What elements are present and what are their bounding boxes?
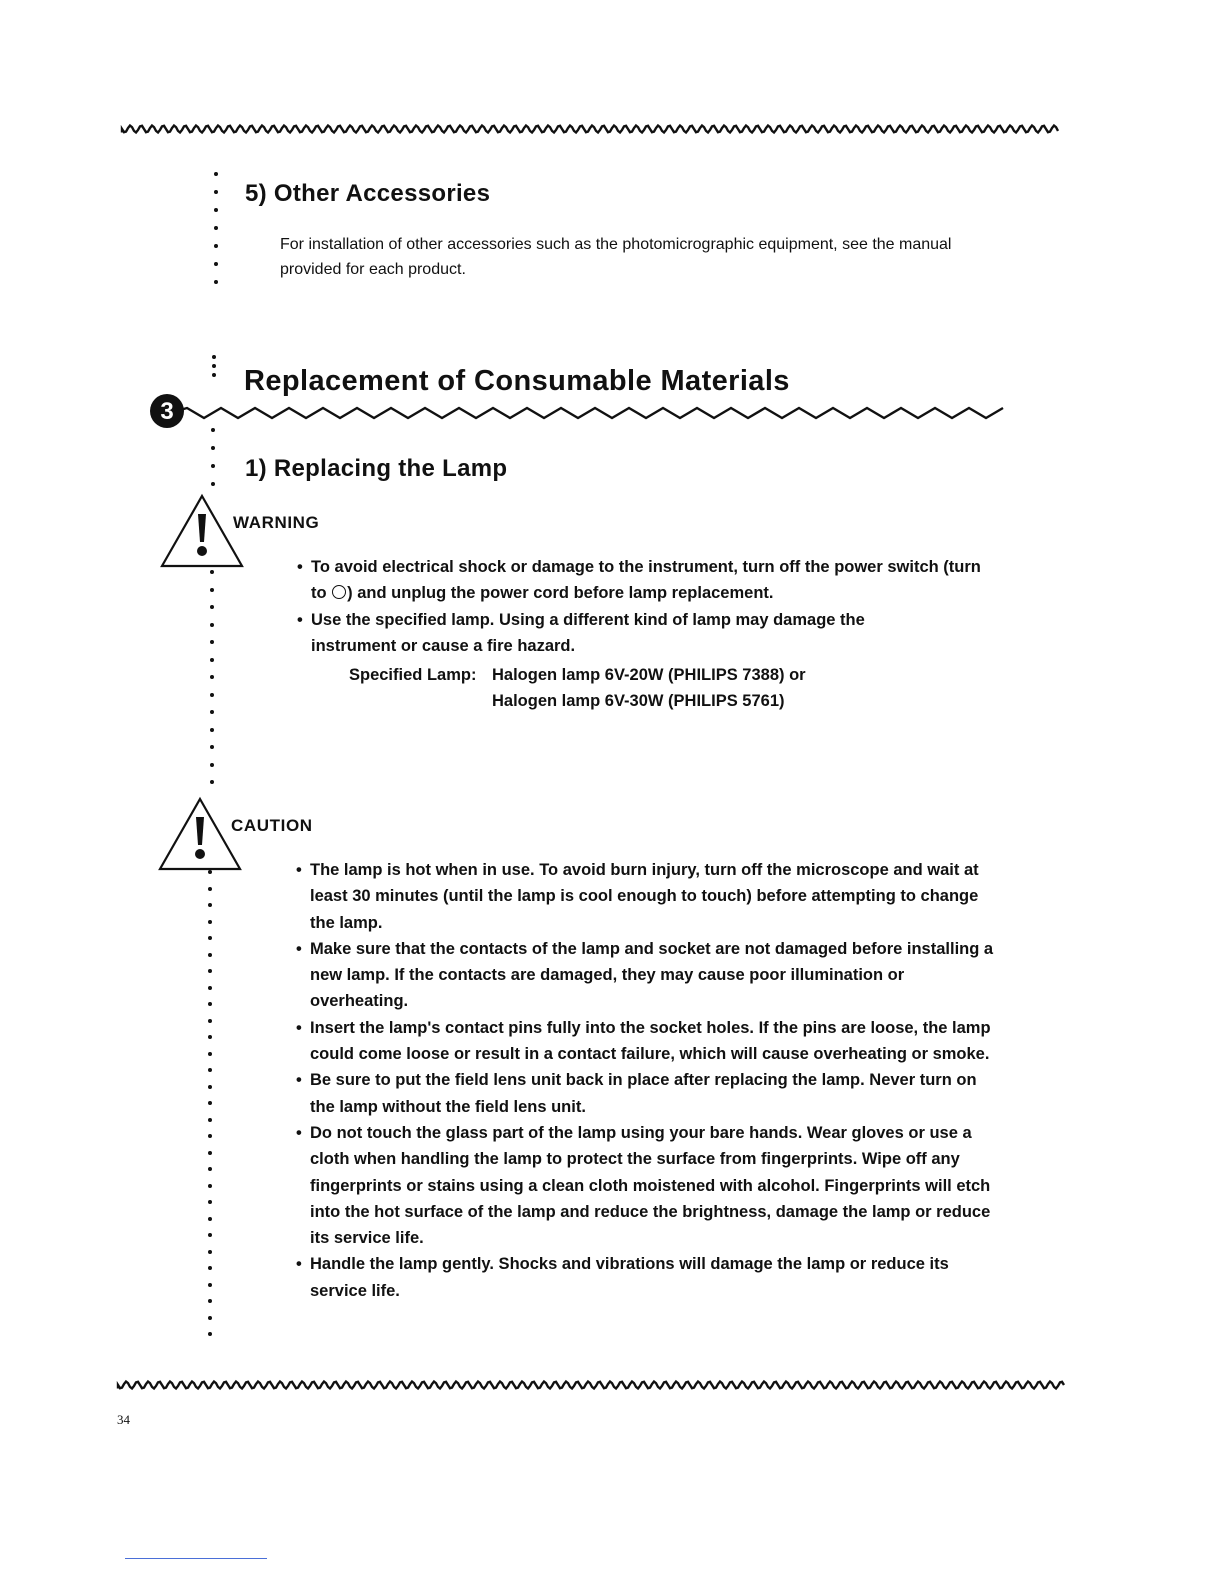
margin-dot	[208, 903, 212, 907]
margin-dot	[214, 280, 218, 284]
caution-item: • The lamp is hot when in use. To avoid burn injury, turn off the microscope and wait at least 30 minutes (until the lamp is cool enough to touch) before attempting to change the lamp.	[296, 857, 996, 936]
margin-dot	[210, 570, 214, 574]
margin-dot	[208, 1283, 212, 1287]
margin-dot	[210, 675, 214, 679]
margin-dot	[212, 364, 216, 368]
margin-dot	[214, 244, 218, 248]
margin-dot	[214, 190, 218, 194]
margin-dot	[210, 623, 214, 627]
specified-lamp-label: Specified Lamp:	[349, 666, 477, 684]
margin-dot	[208, 1250, 212, 1254]
margin-dot	[208, 1233, 212, 1237]
margin-dot	[208, 1167, 212, 1171]
margin-dot	[208, 1134, 212, 1138]
chapter-zigzag-rule	[170, 408, 1003, 418]
warning-label: WARNING	[233, 513, 320, 532]
caution-list	[296, 857, 996, 1304]
margin-dot	[208, 986, 212, 990]
margin-dot	[210, 763, 214, 767]
margin-dot	[214, 172, 218, 176]
margin-dot	[208, 953, 212, 957]
other-accessories-text: For installation of other accessories such as the photomicrographic equipment, see the manual provided for each product.	[280, 236, 952, 278]
margin-dot	[208, 1019, 212, 1023]
margin-dot	[208, 969, 212, 973]
caution-item: • Insert the lamp's contact pins fully into the socket holes. If the pins are loose, the lamp could come loose or result in a contact failure, which will cause overheating or smoke.	[296, 1015, 996, 1068]
margin-dot	[210, 658, 214, 662]
margin-dot	[208, 1002, 212, 1006]
margin-dot	[214, 226, 218, 230]
footer-link-underline	[125, 1558, 267, 1559]
margin-dot	[208, 1217, 212, 1221]
warning-item: • Use the specified lamp. Using a different kind of lamp may damage the instrument or cause a fire hazard.	[297, 607, 997, 660]
bottom-squiggle-rule	[118, 1382, 1064, 1389]
margin-dot	[210, 588, 214, 592]
margin-dot	[208, 920, 212, 924]
caution-item: • Handle the lamp gently. Shocks and vibrations will damage the lamp or reduce its service life.	[296, 1251, 996, 1304]
margin-dot	[210, 780, 214, 784]
margin-dot	[211, 446, 215, 450]
margin-dot	[208, 1085, 212, 1089]
margin-dot	[208, 1101, 212, 1105]
warning-item: • To avoid electrical shock or damage to the instrument, turn off the power switch (turn to ) and unplug the power cord before lamp replacement.	[297, 554, 997, 607]
margin-dot	[208, 1068, 212, 1072]
margin-dot	[208, 1200, 212, 1204]
section-heading-other-accessories: 5) Other Accessories	[245, 180, 491, 207]
margin-dot	[210, 728, 214, 732]
chapter-number: 3	[160, 398, 174, 425]
margin-dot	[211, 464, 215, 468]
margin-dot	[212, 373, 216, 377]
margin-dot	[212, 355, 216, 359]
margin-dot	[208, 1316, 212, 1320]
margin-dot	[210, 640, 214, 644]
section-heading-replacing-lamp: 1) Replacing the Lamp	[245, 455, 508, 482]
margin-dot	[208, 887, 212, 891]
margin-dot	[214, 208, 218, 212]
margin-dot	[211, 482, 215, 486]
margin-dot	[208, 1052, 212, 1056]
caution-item: • Do not touch the glass part of the lamp using your bare hands. Wear gloves or use a cloth when handling the lamp to protect the surface from fingerprints. Wipe off any fingerprints or stains using a clean cloth moistened with alcohol. Fingerprints will etch into the hot surface of the lamp and reduce the brightness, damage the lamp or reduce its service life.	[296, 1120, 996, 1251]
margin-dot	[208, 1299, 212, 1303]
caution-item: • Be sure to put the field lens unit back in place after replacing the lamp. Never turn on the lamp without the field lens unit.	[296, 1067, 996, 1120]
margin-dot	[210, 605, 214, 609]
chapter-number-badge	[148, 392, 186, 430]
margin-dot	[208, 1151, 212, 1155]
off-position-circle-icon	[332, 585, 346, 599]
caution-label: CAUTION	[231, 816, 313, 835]
margin-dot	[210, 710, 214, 714]
page-number: 34	[117, 1412, 130, 1427]
margin-dot	[208, 1266, 212, 1270]
caution-item: • Make sure that the contacts of the lamp and socket are not damaged before installing a new lamp. If the contacts are damaged, they may cause poor illumination or overheating.	[296, 936, 996, 1015]
top-squiggle-rule	[122, 126, 1058, 133]
margin-dot	[210, 693, 214, 697]
margin-dot	[211, 428, 215, 432]
margin-dot	[208, 936, 212, 940]
specified-lamp-2: Halogen lamp 6V-30W (PHILIPS 5761)	[492, 692, 785, 710]
margin-dot	[208, 1184, 212, 1188]
margin-dot	[210, 745, 214, 749]
specified-lamp-1: Halogen lamp 6V-20W (PHILIPS 7388) or	[492, 666, 806, 684]
margin-dot	[208, 1332, 212, 1336]
margin-dot	[208, 1118, 212, 1122]
margin-dot	[208, 1035, 212, 1039]
margin-dot	[214, 262, 218, 266]
chapter-title: Replacement of Consumable Materials	[244, 365, 790, 397]
warning-list	[297, 554, 997, 659]
